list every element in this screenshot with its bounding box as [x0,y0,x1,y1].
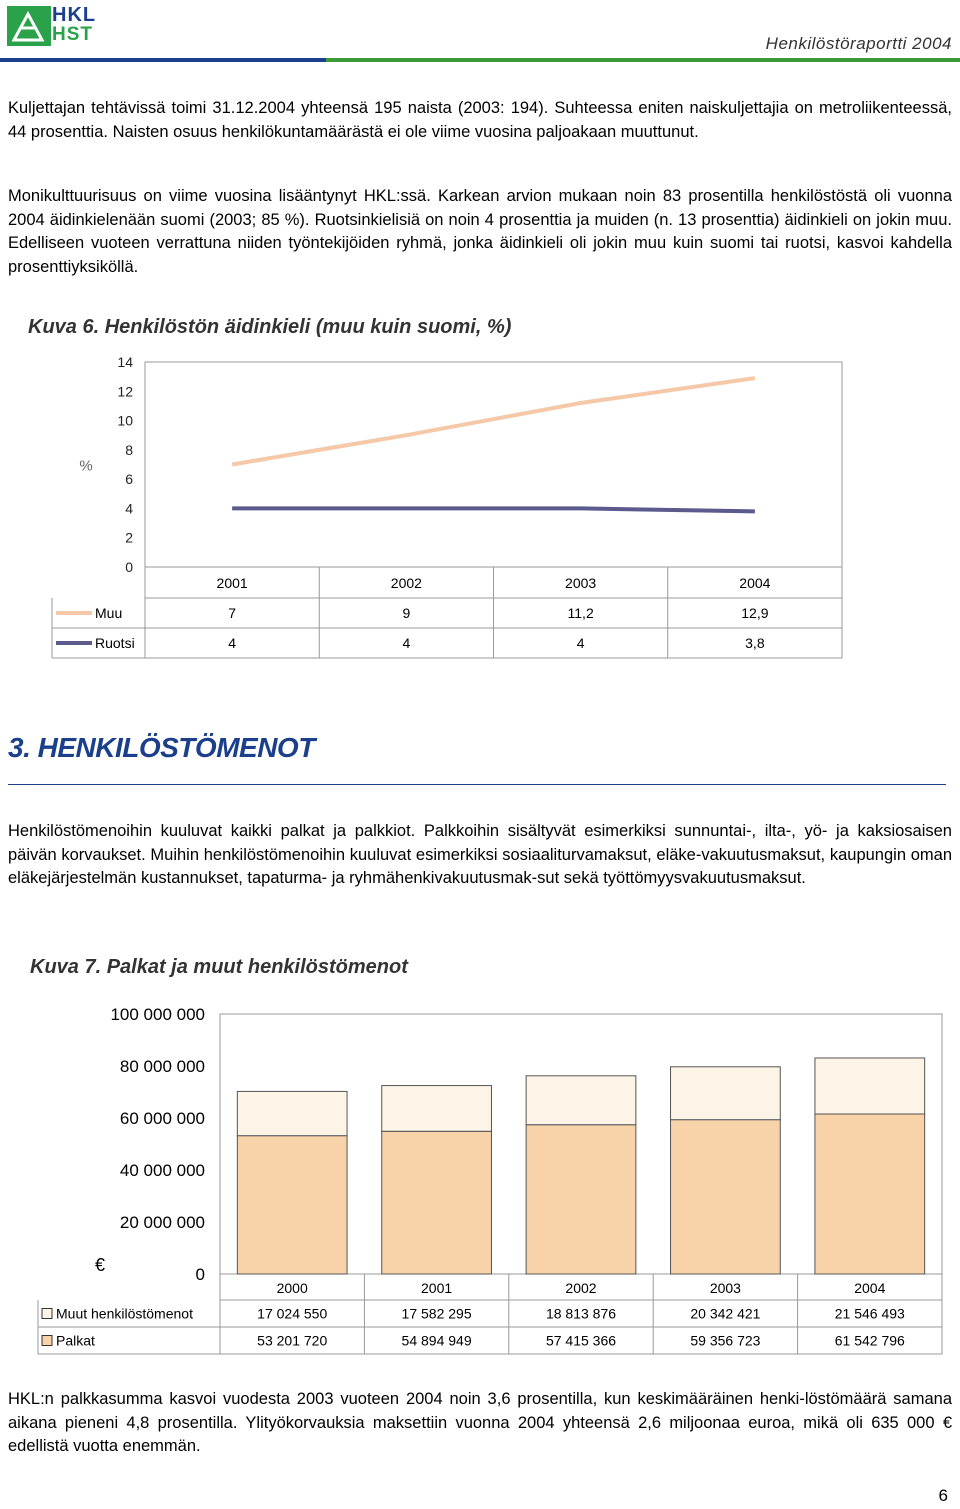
data-value-label: 11,2 [567,605,594,621]
y-tick-label: 10 [117,412,133,429]
section-rule [8,784,946,785]
y-tick-label: 6 [125,471,133,488]
bar-palkat [815,1114,925,1274]
paragraph-multiculturalism: Monikulttuurisuus on viime vuosina lisääntynyt HKL:ssä. Karkean arvion mukaan noin 83 prosentilla henkilöstöstä oli vuonna 2004 äidinkielenään suomi (2003; 85 %). Ruotsinkielisiä on noin 4 prosenttia ja muiden (n. 13 prosenttia) äidinkieli on jokin muu. Edelliseen vuoteen verrattuna niiden työntekijöiden ryhmä, jonka äidinkieli oli jokin muu kuin suomi tai ruotsi, kasvoi kahdella prosenttiyksiköllä. [8,187,952,276]
data-value-label: 21 546 493 [834,1305,905,1322]
logo-text-hst: HST [52,24,93,45]
x-category-label: 2004 [854,1280,886,1296]
bar-muut-henkilostomenot [815,1058,925,1114]
y-tick-label: 100 000 000 [110,1005,205,1024]
chart-mother-tongue [40,348,860,664]
y-tick-label: 20 000 000 [119,1213,205,1232]
data-value-label: 4 [402,635,411,651]
y-tick-label: 12 [117,383,133,400]
data-value-label: 3,8 [745,635,765,651]
x-category-label: 2001 [216,575,248,591]
y-tick-label: 60 000 000 [119,1109,205,1128]
data-value-label: 4 [576,635,585,651]
x-category-label: 2000 [276,1280,308,1296]
x-category-label: 2004 [739,575,771,591]
x-category-label: 2002 [565,1280,597,1296]
bar-muut-henkilostomenot [526,1076,636,1125]
logo-text-hkl: HKL [52,4,97,26]
data-value-label: 53 201 720 [257,1332,328,1349]
paragraph-women-drivers: Kuljettajan tehtävissä toimi 31.12.2004 yhteensä 195 naista (2003: 194). Suhteessa eniten naiskuljettajia on metroliikenteessä, 44 prosenttia. Naisten osuus henkilökuntamäärästä ei ole viime vuosina paljoakaan muuttunut. [8,99,952,141]
series-line-ruotsi [232,508,755,511]
data-value-label: 20 342 421 [690,1305,761,1322]
bar-muut-henkilostomenot [671,1067,781,1120]
figure-6-caption: Kuva 6. Henkilöstön äidinkieli (muu kuin suomi, %) [28,316,512,338]
figure-7-caption: Kuva 7. Palkat ja muut henkilöstömenot [30,956,408,978]
legend-label: Muu [95,605,123,621]
y-tick-label: 4 [125,500,133,517]
plot-area [145,362,842,567]
data-value-label: 54 894 949 [401,1332,472,1349]
series-line-muu [232,378,755,464]
x-category-label: 2003 [565,575,597,591]
y-tick-label: 0 [195,1265,205,1284]
section-heading: 3. HENKILÖSTÖMENOT [8,732,315,763]
data-value-label: 4 [228,635,237,651]
x-category-label: 2003 [709,1280,741,1296]
data-value-label: 59 356 723 [690,1332,761,1349]
data-value-label: 17 024 550 [257,1305,328,1322]
legend-label: Ruotsi [95,635,135,651]
legend-label: Muut henkilöstömenot [56,1305,193,1322]
data-value-label: 57 415 366 [545,1332,617,1349]
data-value-label: 7 [228,605,237,621]
y-axis-label: % [79,457,93,475]
legend-swatch [42,1336,52,1346]
report-title: Henkilöstöraportti 2004 [765,34,952,53]
data-value-label: 61 542 796 [834,1332,905,1349]
bar-muut-henkilostomenot [382,1086,492,1132]
y-tick-label: 40 000 000 [119,1161,205,1180]
bar-palkat [237,1136,347,1274]
paragraph-payroll: HKL:n palkkasumma kasvoi vuodesta 2003 vuoteen 2004 noin 3,6 prosentilla, kun keskimääräinen henki-löstömäärä samana aikana pieneni 4,8 prosentilla. Ylityökorvauksia maksettiin vuonna 2004 yhteensä 2,6 miljoonaa euroa, mikä oli 635 000 € edellistä vuotta enemmän. [8,1390,952,1455]
bar-palkat [671,1120,781,1274]
y-tick-label: 0 [125,559,133,575]
data-value-label: 12,9 [741,605,769,621]
bar-palkat [382,1131,492,1274]
header-rule-blue [0,58,326,62]
y-tick-label: 14 [117,354,133,370]
x-category-label: 2001 [421,1280,453,1296]
y-tick-label: 8 [125,441,133,458]
paragraph-personnel-costs: Henkilöstömenoihin kuuluvat kaikki palkat ja palkkiot. Palkkoihin sisältyvät esimerkiksi sunnuntai-, ilta-, yö- ja kaksiosaisen päivän korvaukset. Muihin henkilöstömenoihin kuuluvat esimerkiksi sosiaaliturvamaksut, eläke-vakuutusmaksut, kaupungin oman eläkejärjestelmän kustannukset, tapaturma- ja ryhmähenkivakuutusmak-sut sekä työttömyysvakuutusmaksut. [8,822,952,887]
y-axis-label: € [94,1255,106,1275]
legend-label: Palkat [56,1332,95,1349]
legend-swatch [42,1309,52,1319]
chart-personnel-costs [30,994,960,1360]
data-value-label: 18 813 876 [545,1305,617,1322]
x-category-label: 2002 [390,575,422,591]
y-tick-label: 2 [125,529,133,546]
header-rule-green [326,58,960,62]
bar-muut-henkilostomenot [237,1091,347,1135]
y-tick-label: 80 000 000 [119,1057,205,1076]
page-number: 6 [938,1486,948,1505]
data-value-label: 17 582 295 [401,1305,472,1322]
bar-palkat [526,1125,636,1274]
data-value-label: 9 [402,605,411,621]
